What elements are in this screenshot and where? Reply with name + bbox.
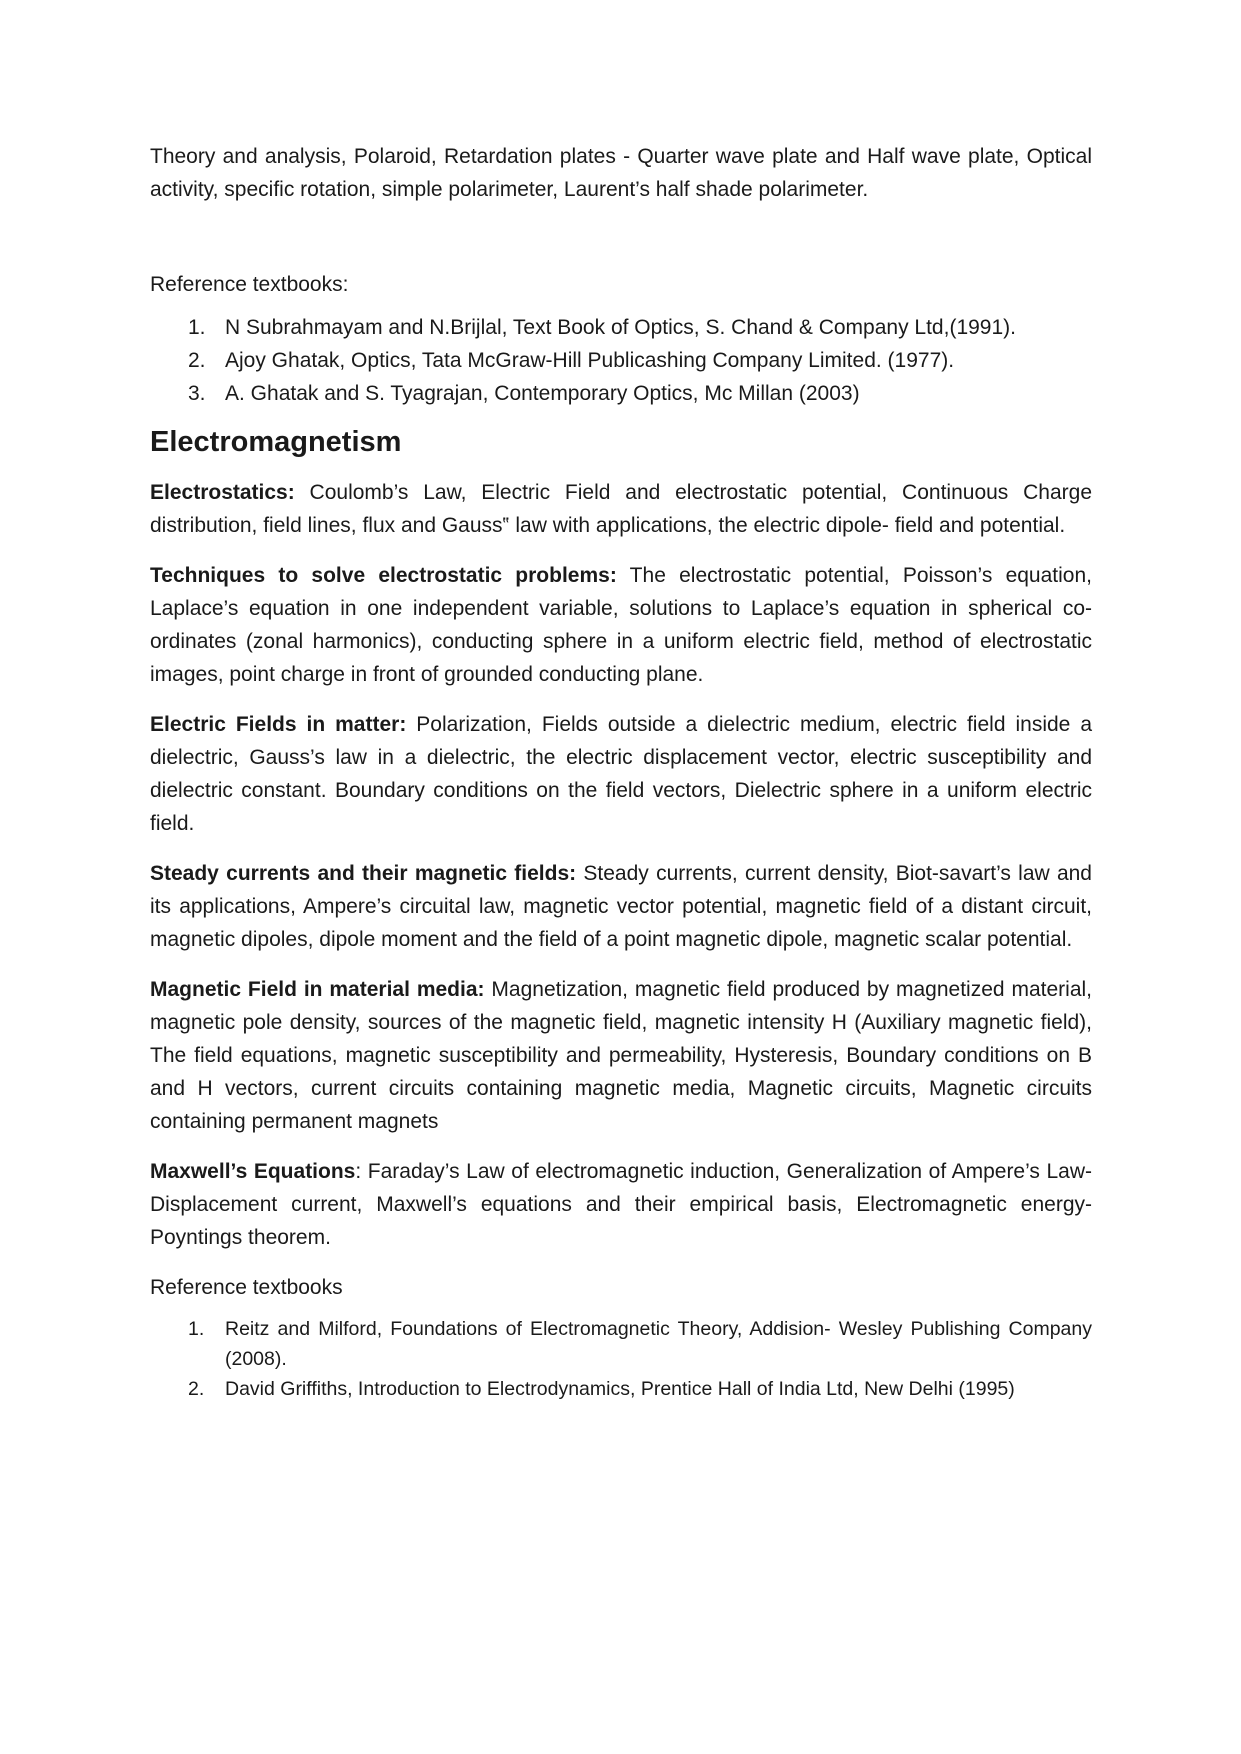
section-body: Coulomb’s Law, Electric Field and electrostatic potential, Continuous Charge distribution, field lines, flux and Gauss‟ law with applications, the electric dipole- field and potential.: [150, 481, 1092, 537]
references-list: [150, 1314, 1092, 1404]
section-body: Magnetization, magnetic field produced by magnetized material, magnetic pole density, sources of the magnetic field, magnetic intensity H (Auxiliary magnetic field), The field equations, magnetic susceptibility and permeability, Hysteresis, Boundary conditions on B and H vectors, current circuits containing magnetic media, Magnetic circuits, Magnetic circuits containing permanent magnets: [150, 978, 1093, 1133]
list-number: 2.: [188, 349, 206, 372]
section-body: : Faraday’s Law of electromagnetic induction, Generalization of Ampere’s Law- Displacement current, Maxwell’s equations and their empirical basis, Electromagnetic energy-Poyntings theorem.: [150, 1160, 1092, 1249]
section-title: Techniques to solve electrostatic problems:: [150, 564, 617, 587]
section-paragraph: [150, 559, 1092, 691]
section-body: The electrostatic potential, Poisson’s equation, Laplace’s equation in one independent variable, solutions to Laplace’s equation in spherical co-ordinates (zonal harmonics), conducting sphere in a uniform electric field, method of electrostatic images, point charge in front of grounded conducting plane.: [150, 564, 1092, 686]
references-list: [150, 311, 1092, 410]
section-body: Steady currents, current density, Biot-savart’s law and its applications, Ampere’s circuital law, magnetic vector potential, magnetic field of a distant circuit, magnetic dipoles, dipole moment and the field of a point magnetic dipole, magnetic scalar potential.: [150, 862, 1092, 951]
section-heading: Electromagnetism: [150, 426, 402, 458]
section-paragraph: [150, 1155, 1092, 1254]
list-item-text: Reitz and Milford, Foundations of Electromagnetic Theory, Addision- Wesley Publishing Company (2008).: [225, 1318, 1092, 1370]
list-item: [150, 311, 1092, 344]
section-title: Steady currents and their magnetic fields:: [150, 862, 577, 885]
list-item: [150, 377, 1092, 410]
section-title: Magnetic Field in material media:: [150, 978, 485, 1001]
list-item-text: A. Ghatak and S. Tyagrajan, Contemporary Optics, Mc Millan (2003): [225, 382, 860, 405]
section-title: Electrostatics:: [150, 481, 295, 504]
references-heading: Reference textbooks: [150, 1276, 343, 1299]
section-paragraph: [150, 973, 1092, 1138]
section-paragraph: [150, 857, 1092, 956]
list-number: 3.: [188, 382, 206, 405]
list-number: 1.: [188, 1318, 205, 1340]
section-body: Polarization, Fields outside a dielectric medium, electric field inside a dielectric, Gauss’s law in a dielectric, the electric displacement vector, electric susceptibility and dielectric constant. Boundary conditions on the field vectors, Dielectric sphere in a uniform electric field.: [150, 713, 1092, 835]
page-content: [150, 140, 1092, 1404]
list-item: [150, 1314, 1092, 1374]
list-item: [150, 344, 1092, 377]
section-title: Maxwell’s Equations: [150, 1160, 356, 1183]
list-item-text: Ajoy Ghatak, Optics, Tata McGraw-Hill Publicashing Company Limited. (1977).: [225, 349, 955, 372]
section-paragraph: [150, 708, 1092, 840]
intro-paragraph: Theory and analysis, Polaroid, Retardation plates - Quarter wave plate and Half wave plate, Optical activity, specific rotation, simple polarimeter, Laurent’s half shade polarimeter.: [150, 145, 1092, 201]
list-number: 1.: [188, 316, 206, 339]
references-heading: Reference textbooks:: [150, 273, 349, 296]
section-title: Electric Fields in matter:: [150, 713, 407, 736]
list-item-text: N Subrahmayam and N.Brijlal, Text Book of Optics, S. Chand & Company Ltd,(1991).: [225, 316, 1016, 339]
list-item-text: David Griffiths, Introduction to Electrodynamics, Prentice Hall of India Ltd, New Delhi (1995): [225, 1378, 1015, 1400]
section-paragraph: [150, 476, 1092, 542]
list-item: [150, 1374, 1092, 1404]
list-number: 2.: [188, 1378, 205, 1400]
